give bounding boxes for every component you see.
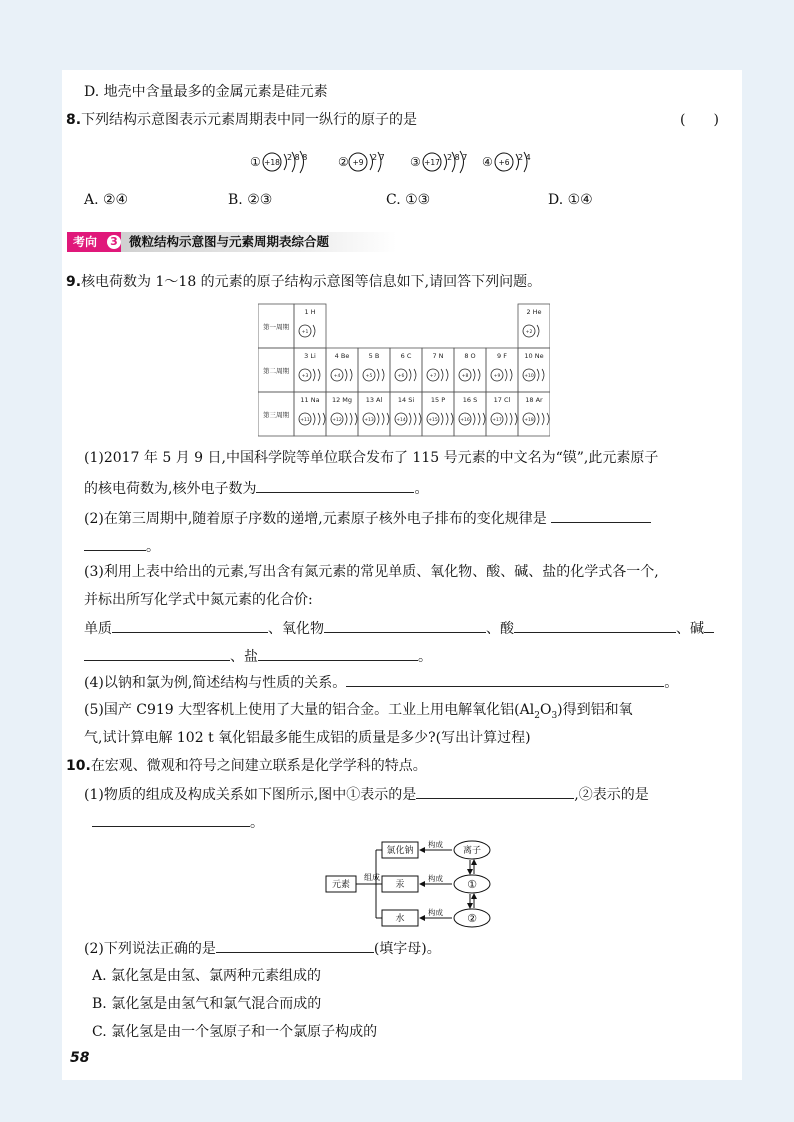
q9-part2-blank-b[interactable] [84,536,146,551]
section-tag-number: 3 [107,235,121,249]
q9-part2-blank-a[interactable] [551,508,651,523]
q10-part2-blank[interactable] [216,938,374,953]
q10-stem [66,756,427,776]
q9-text: 核电荷数为 1～18 的元素的原子结构示意图等信息如下,请回答下列问题。 [81,274,542,290]
element-shell [318,369,320,381]
element-shell [537,413,539,425]
element-shell [318,413,320,425]
q9-part1-line2 [84,478,428,499]
element-shell [409,413,411,425]
q10-blank-1[interactable] [416,784,574,799]
element-nucleus-charge: +3 [301,374,309,379]
q9-yang-label: 、氧化物 [268,621,324,637]
element-shell [377,369,379,381]
q9-number: 9. [66,274,82,290]
q9-suan-label: 、酸 [486,621,514,637]
q10-option-a: A. 氯化氢是由氢、氯两种元素组成的 [92,968,322,984]
q8-answer-paren: ( ) [680,112,719,128]
q9-jian-blank-b[interactable] [84,646,230,661]
q9-dan-label: 单质 [84,621,112,637]
q7-option-d: D. 地壳中含量最多的金属元素是硅元素 [84,84,328,100]
c1-label: ① [467,878,477,891]
element-nucleus-charge: +11 [300,418,310,423]
element-shell [409,369,411,381]
element-symbol: 15 P [430,396,446,404]
element-symbol: 17 Cl [493,396,511,404]
element-shell [473,369,475,381]
element-nucleus-charge: +17 [492,418,502,423]
element-shell [478,369,480,381]
element-shell [313,369,315,381]
element-nucleus-charge: +7 [429,374,437,379]
atom-1-label: ① [250,155,261,169]
element-nucleus-charge: +1 [301,330,309,335]
element-nucleus-charge: +14 [396,418,406,423]
element-shell [350,369,352,381]
element-shell [377,413,379,425]
q10-part1-line1 [84,784,649,805]
section-tag-label: 考向 [67,232,121,252]
section-tag-title: 微粒结构示意图与元素周期表综合题 [129,234,330,249]
element-shell [451,413,453,425]
q10-part1-line2 [92,812,264,833]
element-shell [537,369,539,381]
nacl-label: 氯化钠 [386,846,414,856]
element-shell [510,413,512,425]
element-shell [345,413,347,425]
element-symbol: 11 Na [300,396,320,404]
q10-option-c: C. 氯化氢是由一个氢原子和一个氯原子构成的 [92,1024,378,1040]
q10-part2-line [84,938,441,959]
element-shell [345,369,347,381]
period-label: 第二周期 [263,367,289,375]
element-label: 元素 [331,880,351,890]
q10-option-b: B. 氯化氢是由氢气和氯气混合而成的 [92,996,322,1012]
element-shell [323,413,325,425]
element-nucleus-charge: +8 [461,374,469,379]
atom-1-nucleus-charge: +18 [264,158,280,167]
q9-part5-o: O [539,702,552,718]
element-symbol: 8 O [464,352,476,360]
element-shell [313,325,315,337]
element-shell [350,413,352,425]
element-nucleus-charge: +2 [525,330,533,335]
element-nucleus-charge: +6 [397,374,405,379]
q9-suan-blank[interactable] [514,618,676,633]
element-shell [419,413,421,425]
element-nucleus-charge: +5 [365,374,373,379]
q8-option-a: A. ②④ [84,192,129,208]
element-shell [537,325,539,337]
element-shell [446,369,448,381]
element-nucleus-charge: +18 [524,418,534,423]
compose-label: 组成 [364,873,380,882]
element-shell [542,369,544,381]
element-nucleus-charge: +16 [460,418,470,423]
q9-part3-end: 。 [418,649,432,665]
element-symbol: 10 Ne [524,352,544,360]
q8-number: 8. [66,112,82,128]
q9-dan-blank[interactable] [112,618,268,633]
element-symbol: 16 S [462,396,478,404]
atom-2-label: ② [338,155,349,169]
element-shell [446,413,448,425]
q9-part1-line1: (1)2017 年 5 月 9 日,中国科学院等单位联合发布了 115 号元素的中文名为“镆”,此元素原子 [84,450,659,466]
element-symbol: 18 Ar [525,396,543,404]
q9-part4-blank[interactable] [346,672,664,687]
element-shell [382,369,384,381]
element-nucleus-charge: +10 [524,374,534,379]
element-symbol: 1 H [304,308,316,316]
element-nucleus-charge: +15 [428,418,438,423]
q9-yan-label: 、盐 [230,649,258,665]
q9-part2-line1 [84,508,651,529]
q9-part3-line1: (3)利用上表中给出的元素,写出含有氮元素的常见单质、氧化物、酸、碱、盐的化学式各一个, [84,564,659,580]
q10-part2-text: (2)下列说法正确的是 [84,941,216,957]
q9-part5-line2: 气,试计算电解 102 t 氧化铝最多能生成铝的质量是多少?(写出计算过程) [84,730,531,746]
element-symbol: 3 Li [304,352,316,360]
page-number: 58 [70,1050,90,1066]
element-shell [473,413,475,425]
q10-text: 在宏观、微观和符号之间建立联系是化学学科的特点。 [90,758,427,774]
atom-2-nucleus-charge: +9 [352,158,364,167]
made-of-label-3: 构成 [428,908,443,917]
q10-part1-text-b: ,②表示的是 [574,787,649,803]
element-nucleus-charge: +13 [364,418,374,423]
element-shell [387,413,389,425]
water-label: 水 [395,914,405,924]
q9-part4-line [84,672,678,693]
element-nucleus-charge: +4 [333,374,341,379]
mercury-label: 汞 [395,880,405,890]
q9-part3-line3 [84,618,714,639]
q9-jian-blank-a[interactable] [704,618,714,633]
atom-2-electrons: 2 7 [372,153,385,162]
q9-part3-line2: 并标出所写化学式中氮元素的化合价: [84,592,313,608]
atom-4-electrons: 2 4 [518,153,531,162]
q9-stem [66,272,541,292]
q9-yang-blank[interactable] [324,618,486,633]
section-tag-banner [67,232,397,252]
q10-part1-text-a: (1)物质的组成及构成关系如下图所示,图中①表示的是 [84,787,417,803]
q10-part2-hint: (填字母)。 [373,941,441,957]
element-symbol: 13 Al [365,396,383,404]
element-symbol: 7 N [432,352,444,360]
q8-option-c: C. ①③ [386,192,431,208]
atom-3-label: ③ [410,155,421,169]
q9-part1-blank[interactable] [256,478,414,493]
element-symbol: 5 B [368,352,380,360]
q10-part1-end: 。 [250,815,264,831]
element-shell [355,413,357,425]
element-symbol: 4 Be [334,352,350,360]
composition-diagram [324,838,504,930]
element-shell [382,413,384,425]
q9-part5-line1 [84,700,633,726]
q8-stem [66,110,417,130]
q9-part2-line2 [84,536,160,557]
element-shell [414,369,416,381]
q10-blank-2[interactable] [92,812,250,827]
q9-part4-text: (4)以钠和氯为例,简述结构与性质的关系。 [84,675,347,691]
element-nucleus-charge: +9 [493,374,501,379]
element-shell [510,369,512,381]
q8-option-d: D. ①④ [548,192,593,208]
ion-label: 离子 [462,846,482,856]
q8-option-b: B. ②③ [228,192,273,208]
atom-1-electrons: 2 8 8 [287,153,308,162]
q9-part1-end: 。 [414,481,429,497]
element-symbol: 2 He [526,308,542,316]
element-shell [441,413,443,425]
element-symbol: 6 C [400,352,412,360]
element-shell [414,413,416,425]
element-shell [505,413,507,425]
q9-part5-text-a: (5)国产 C919 大型客机上使用了大量的铝合金。工业上用电解氧化铝(Al [84,702,535,718]
q8-text: 下列结构示意图表示元素周期表中同一纵行的原子的是 [81,112,418,128]
made-of-label-1: 构成 [428,840,443,849]
q9-jian-label: 、碱 [676,621,704,637]
atom-4-nucleus-charge: +6 [498,158,510,167]
c2-label: ② [467,912,477,925]
element-shell [515,413,517,425]
element-shell [542,413,544,425]
q9-yan-blank[interactable] [258,646,418,661]
element-symbol: 12 Mg [331,396,353,404]
element-symbol: 9 F [497,352,507,360]
element-shell [441,369,443,381]
q9-part4-end: 。 [664,675,679,691]
atom-4-label: ④ [482,155,493,169]
element-shell [505,369,507,381]
period-label: 第三周期 [263,411,289,419]
q9-part5-sub2: 2 [534,710,540,721]
q9-part1-text: 的核电荷数为,核外电子数为 [84,481,257,497]
q9-part2-end: 。 [146,539,160,555]
element-shell [483,413,485,425]
q9-part3-line4 [84,646,432,667]
period-label: 第一周期 [263,323,289,331]
made-of-label-2: 构成 [428,874,443,883]
element-nucleus-charge: +12 [332,418,342,423]
atom-3-nucleus-charge: +17 [424,158,440,167]
q9-part5-text-b: )得到铝和氧 [557,702,633,718]
q10-number: 10. [66,758,91,774]
element-shell [547,413,549,425]
q9-part2-text: (2)在第三周期中,随着原子序数的递增,元素原子核外电子排布的变化规律是 [84,511,547,527]
atom-3-electrons: 2 8 7 [447,153,468,162]
periodic-table-figure [258,300,550,438]
q8-atom-diagrams [250,146,570,180]
q9-part5-sub3: 3 [551,710,558,721]
element-shell [478,413,480,425]
element-shell [313,413,315,425]
element-symbol: 14 Si [397,396,415,404]
